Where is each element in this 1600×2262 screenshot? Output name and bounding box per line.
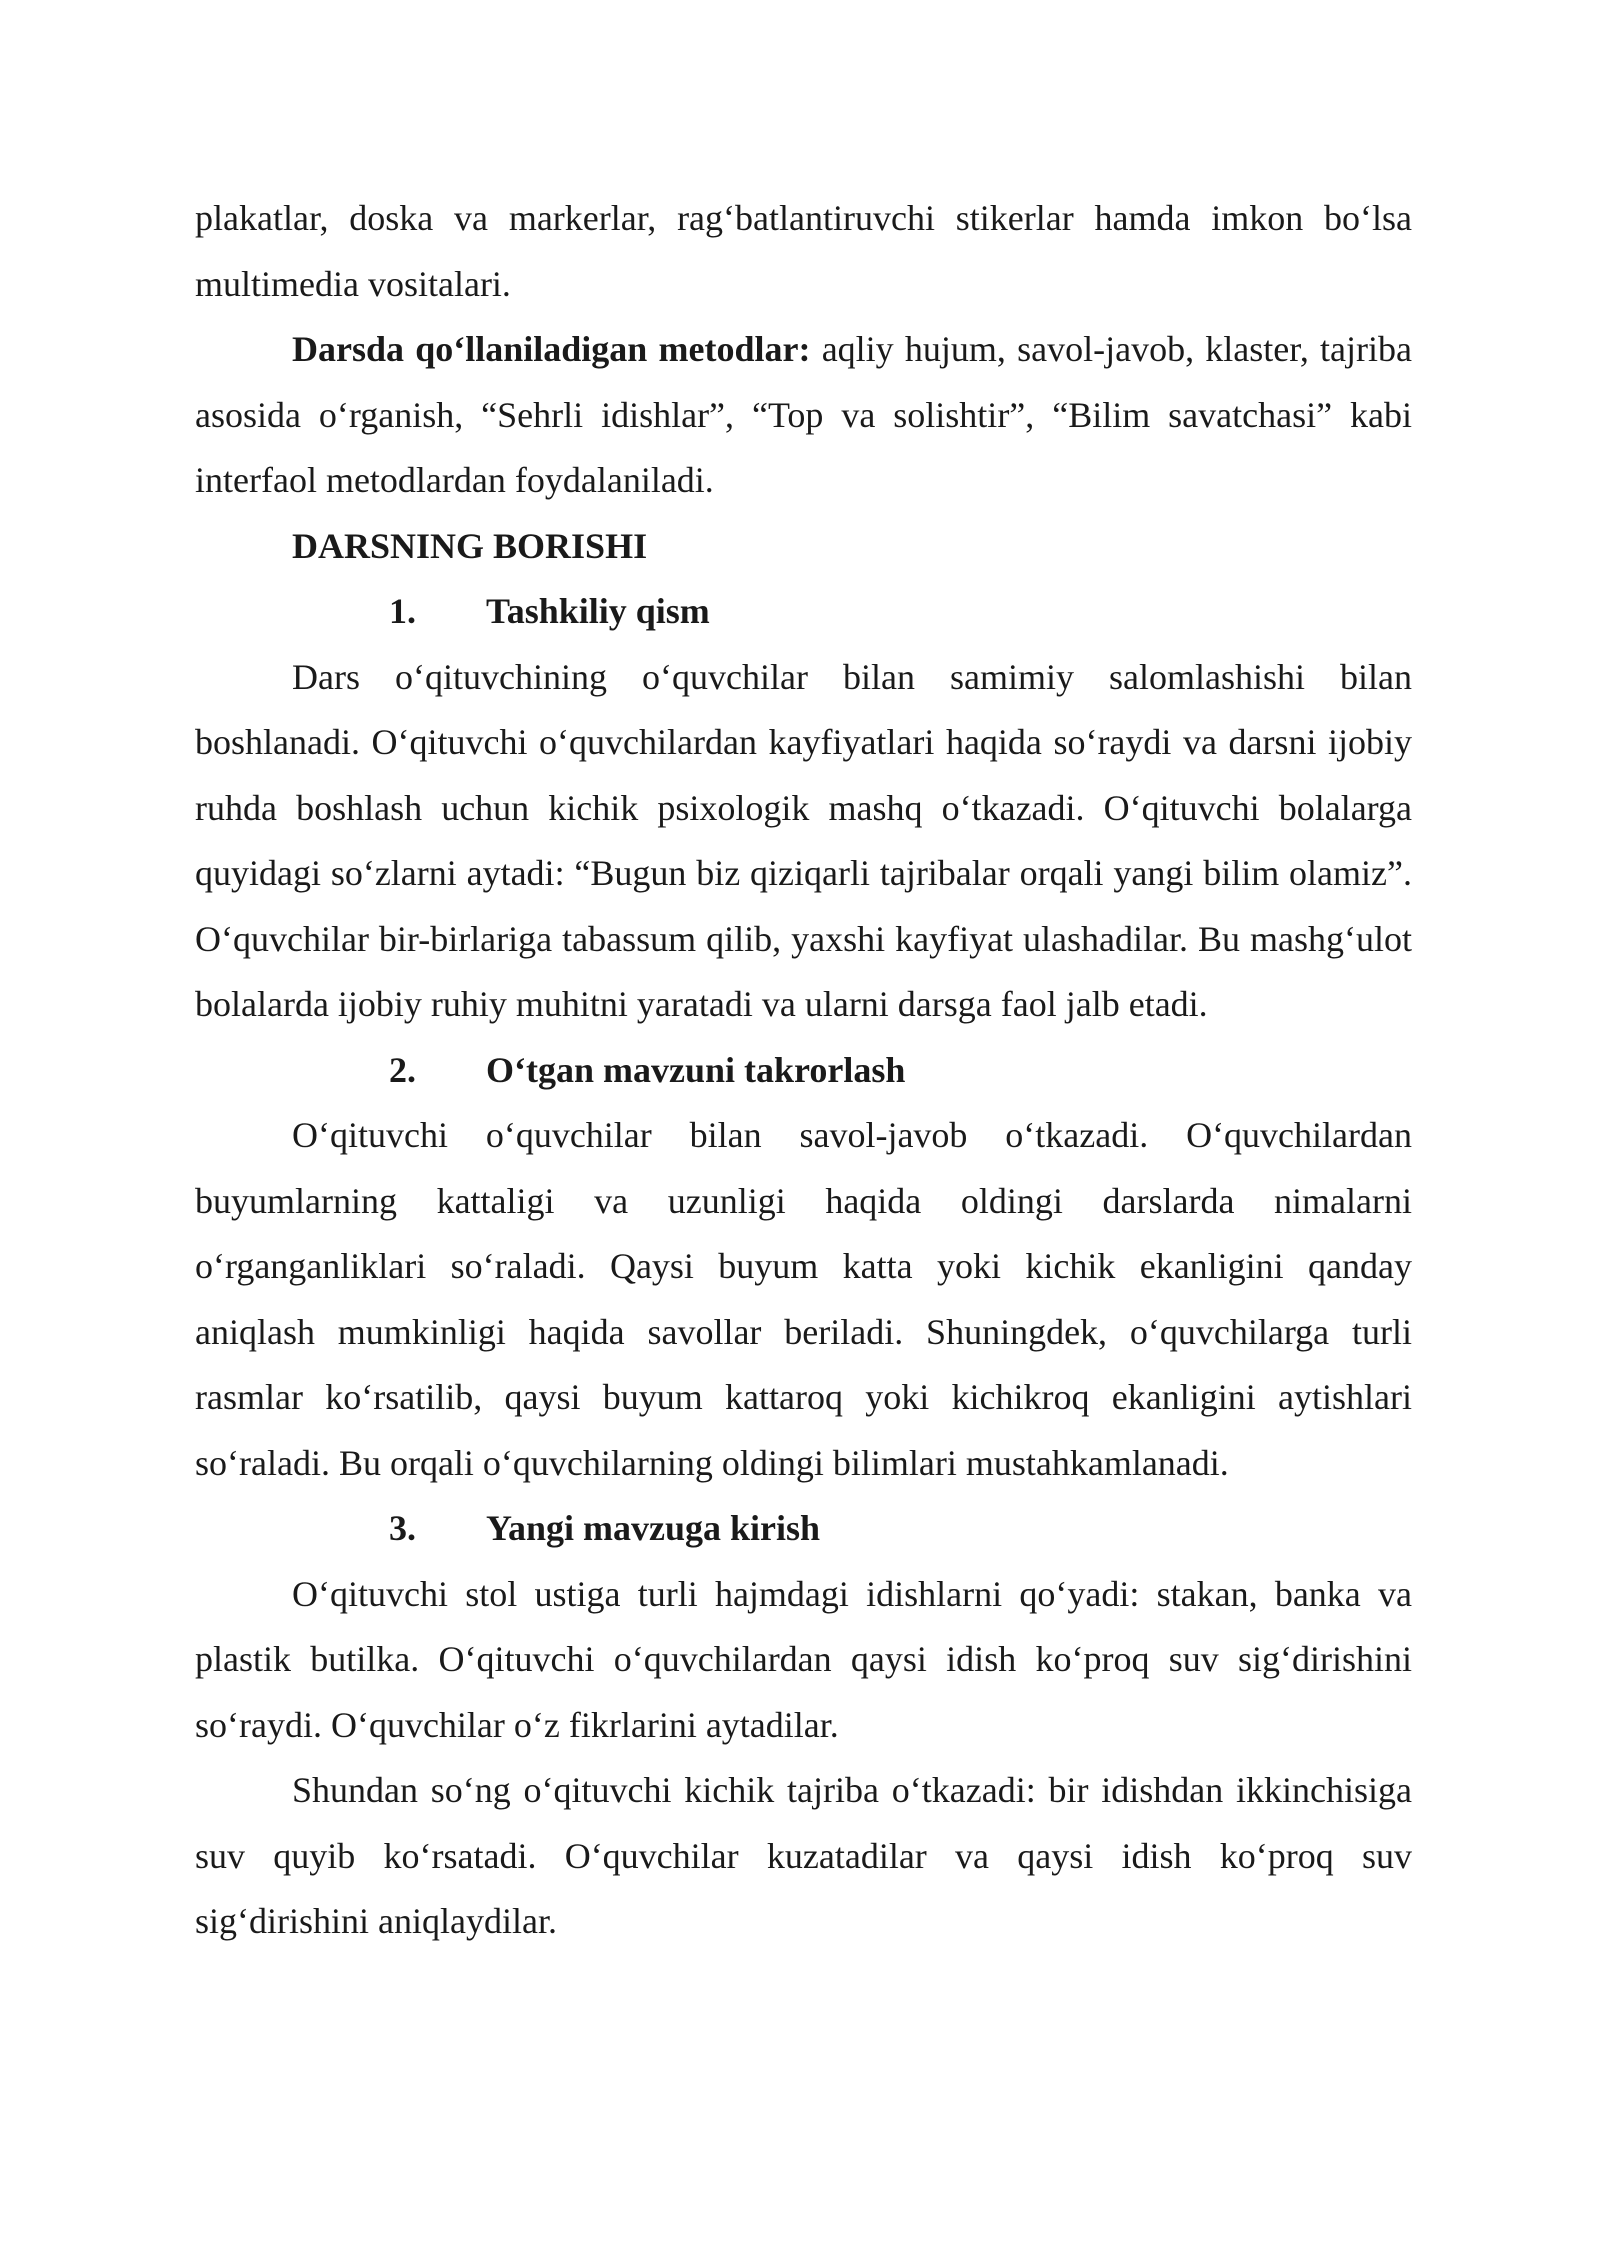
section-heading-3 xyxy=(195,1496,1412,1562)
section-heading-1 xyxy=(195,579,1412,645)
section-title: Yangi mavzuga kirish xyxy=(486,1508,821,1548)
section-number: 1. xyxy=(389,591,416,631)
methods-label: Darsda qo‘llaniladigan metodlar: xyxy=(292,329,811,369)
section-number: 2. xyxy=(389,1049,416,1090)
lesson-heading: DARSNING BORISHI xyxy=(292,525,648,566)
section-title: O‘tgan mavzuni takrorlash xyxy=(486,1049,906,1090)
section-2-paragraph: O‘qituvchi o‘quvchilar bilan savol-javob o‘tkazadi. O‘quvchilardan buyumlarning kattaligi va uzunligi haqida oldingi darslarda nimalarni o‘rganganliklari so‘raladi. Qaysi buyum katta yoki kichik ekanligini qanday aniqlash mumkinligi haqida savollar beriladi. Shuningdek, o‘quvchilarga turli rasmlar ko‘rsatilib, qaysi buyum kattaroq yoki kichikroq ekanligini aytishlari so‘raladi. Bu orqali o‘quvchilarning oldingi bilimlari mustahkamlanadi. xyxy=(195,1115,1412,1483)
section-heading-2 xyxy=(195,1038,1412,1104)
methods-text: aqliy hujum, savol-javob, klaster, tajriba asosida o‘rganish, “Sehrli idishlar”, “Top va solishtir”, “Bilim savatchasi” kabi interfaol metodlardan foydalaniladi. xyxy=(195,329,1412,500)
section-1-paragraph: Dars o‘qituvchining o‘quvchilar bilan samimiy salomlashishi bilan boshlanadi. O‘qituvchi o‘quvchilardan kayfiyatlari haqida so‘raydi va darsni ijobiy ruhda boshlash uchun kichik psixologik mashq o‘tkazadi. O‘qituvchi bolalarga quyidagi so‘zlarni aytadi: “Bugun biz qiziqarli tajribalar orqali yangi bilim olamiz”. O‘quvchilar bir-birlariga tabassum qilib, yaxshi kayfiyat ulashadilar. Bu mashg‘ulot bolalarda ijobiy ruhiy muhitni yaratadi va ularni darsga faol jalb etadi. xyxy=(195,656,1412,1024)
document-page xyxy=(195,186,1412,1955)
intro-paragraph: plakatlar, doska va markerlar, rag‘batlantiruvchi stikerlar hamda imkon bo‘lsa multimedia vositalari. xyxy=(195,198,1412,304)
methods-paragraph xyxy=(195,317,1412,514)
section-3-paragraph-1: O‘qituvchi stol ustiga turli hajmdagi idishlarni qo‘yadi: stakan, banka va plastik butilka. O‘qituvchi o‘quvchilardan qaysi idish ko‘proq suv sig‘dirishini so‘raydi. O‘quvchilar o‘z fikrlarini aytadilar. xyxy=(195,1573,1412,1745)
section-3-paragraph-2: Shundan so‘ng o‘qituvchi kichik tajriba o‘tkazadi: bir idishdan ikkinchisiga suv quyib ko‘rsatadi. O‘quvchilar kuzatadilar va qaysi idish ko‘proq suv sig‘dirishini aniqlaydilar. xyxy=(195,1770,1412,1941)
section-number: 3. xyxy=(389,1508,416,1548)
section-title: Tashkiliy qism xyxy=(486,591,710,631)
